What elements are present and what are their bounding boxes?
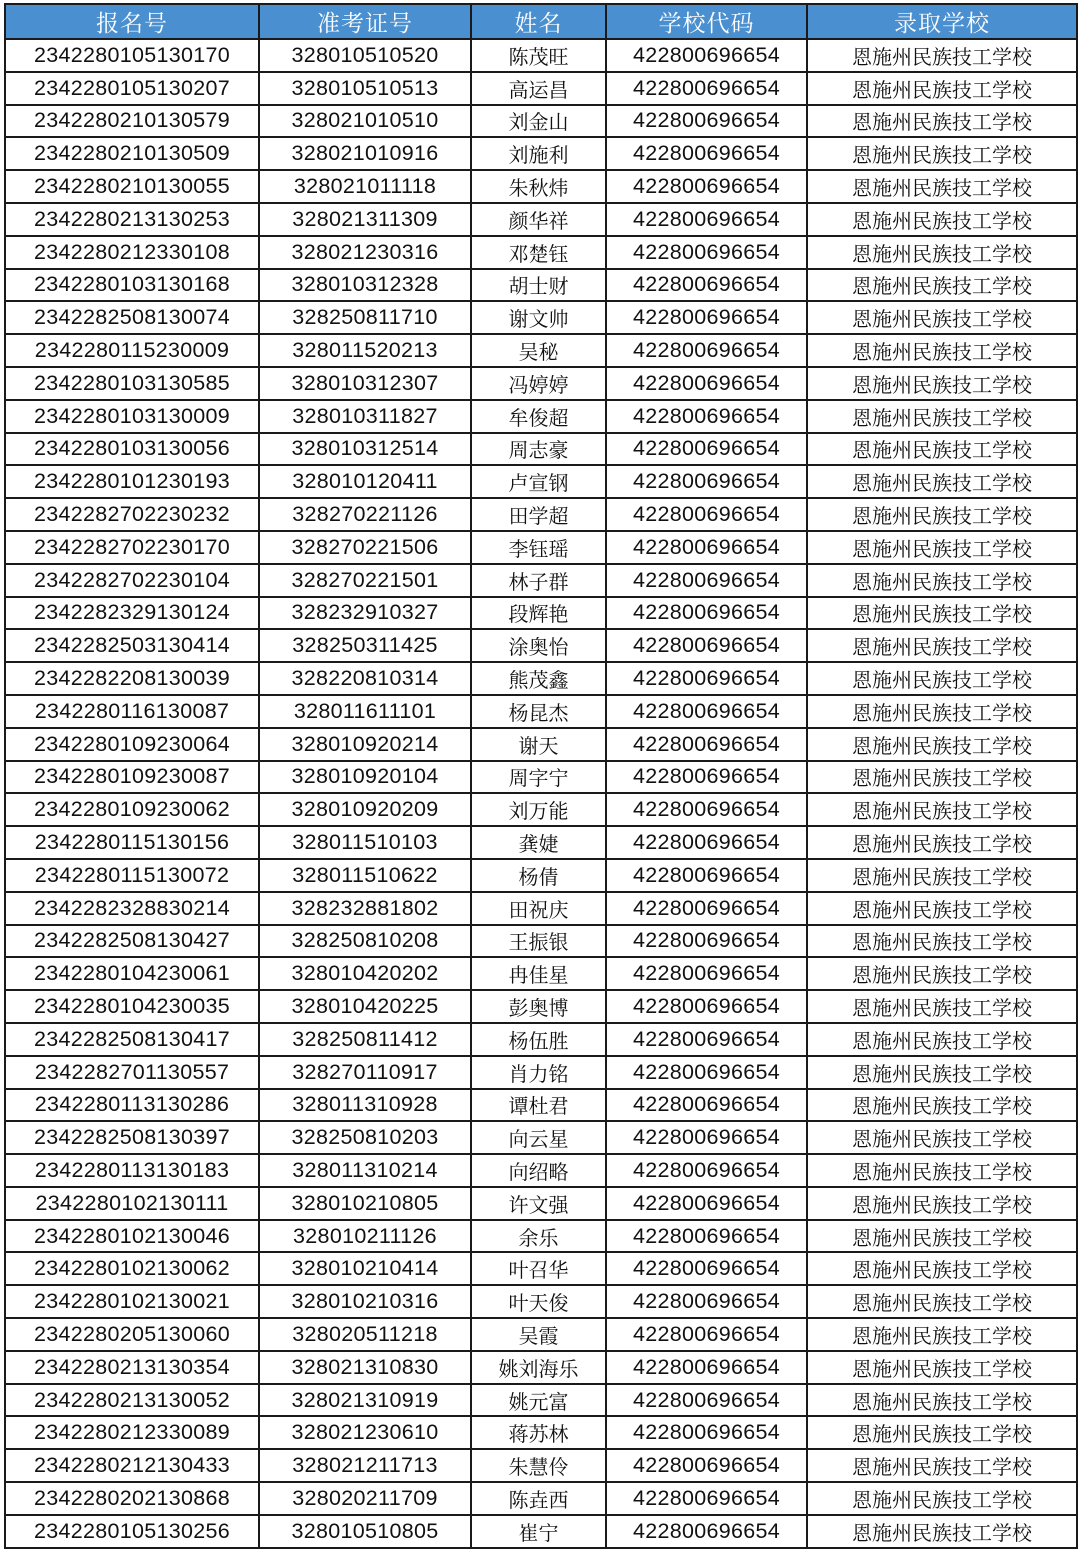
cell-reg-no: 2342280116130087	[5, 695, 259, 728]
cell-reg-no: 2342280210130509	[5, 137, 259, 170]
cell-school-code: 422800696654	[606, 761, 807, 794]
cell-school-code: 422800696654	[606, 1252, 807, 1285]
cell-school-code: 422800696654	[606, 1384, 807, 1417]
cell-school: 恩施州民族技工学校	[807, 236, 1077, 269]
admission-list-sheet	[4, 3, 1076, 1549]
table-row	[5, 105, 1077, 138]
cell-name: 姚刘海乐	[471, 1351, 606, 1384]
table-body	[5, 39, 1077, 1548]
cell-ticket-no: 328010420202	[259, 957, 471, 990]
cell-school-code: 422800696654	[606, 1482, 807, 1515]
cell-reg-no: 2342280212330108	[5, 236, 259, 269]
cell-ticket-no: 328021230610	[259, 1416, 471, 1449]
header-name: 姓名	[471, 4, 606, 39]
cell-name: 余乐	[471, 1220, 606, 1253]
cell-school: 恩施州民族技工学校	[807, 203, 1077, 236]
cell-ticket-no: 328270221501	[259, 564, 471, 597]
table-row	[5, 72, 1077, 105]
cell-name: 王振银	[471, 925, 606, 958]
cell-name: 邓楚钰	[471, 236, 606, 269]
cell-reg-no: 2342282702230232	[5, 498, 259, 531]
cell-ticket-no: 328010211126	[259, 1220, 471, 1253]
cell-ticket-no: 328270110917	[259, 1056, 471, 1089]
table-row	[5, 793, 1077, 826]
cell-school-code: 422800696654	[606, 236, 807, 269]
cell-name: 胡士财	[471, 269, 606, 302]
cell-reg-no: 2342280103130168	[5, 269, 259, 302]
cell-reg-no: 2342280113130183	[5, 1154, 259, 1187]
cell-school: 恩施州民族技工学校	[807, 1416, 1077, 1449]
cell-school-code: 422800696654	[606, 433, 807, 466]
cell-school-code: 422800696654	[606, 400, 807, 433]
cell-school: 恩施州民族技工学校	[807, 793, 1077, 826]
cell-ticket-no: 328010210414	[259, 1252, 471, 1285]
table-row	[5, 957, 1077, 990]
cell-ticket-no: 328232881802	[259, 892, 471, 925]
cell-school: 恩施州民族技工学校	[807, 1285, 1077, 1318]
cell-school-code: 422800696654	[606, 1416, 807, 1449]
cell-ticket-no: 328011310928	[259, 1089, 471, 1122]
cell-reg-no: 2342280115130156	[5, 826, 259, 859]
cell-name: 刘施利	[471, 137, 606, 170]
cell-name: 杨伍胜	[471, 1023, 606, 1056]
cell-reg-no: 2342280213130354	[5, 1351, 259, 1384]
cell-reg-no: 2342280103130009	[5, 400, 259, 433]
cell-school: 恩施州民族技工学校	[807, 301, 1077, 334]
cell-school-code: 422800696654	[606, 170, 807, 203]
cell-school-code: 422800696654	[606, 1154, 807, 1187]
cell-school-code: 422800696654	[606, 137, 807, 170]
cell-reg-no: 2342280102130046	[5, 1220, 259, 1253]
cell-name: 谢文帅	[471, 301, 606, 334]
cell-school-code: 422800696654	[606, 334, 807, 367]
cell-name: 周字宁	[471, 761, 606, 794]
table-row	[5, 498, 1077, 531]
cell-ticket-no: 328010312328	[259, 269, 471, 302]
table-row	[5, 1515, 1077, 1548]
table-row	[5, 367, 1077, 400]
cell-reg-no: 2342280210130055	[5, 170, 259, 203]
cell-name: 冯婷婷	[471, 367, 606, 400]
cell-reg-no: 2342282508130427	[5, 925, 259, 958]
cell-school: 恩施州民族技工学校	[807, 629, 1077, 662]
cell-ticket-no: 328010210805	[259, 1187, 471, 1220]
header-school-code: 学校代码	[606, 4, 807, 39]
cell-name: 朱慧伶	[471, 1449, 606, 1482]
cell-ticket-no: 328021310830	[259, 1351, 471, 1384]
cell-reg-no: 2342280105130256	[5, 1515, 259, 1548]
cell-name: 彭奥博	[471, 990, 606, 1023]
cell-name: 姚元富	[471, 1384, 606, 1417]
header-row	[5, 4, 1077, 39]
table-row	[5, 892, 1077, 925]
cell-school: 恩施州民族技工学校	[807, 1515, 1077, 1548]
cell-ticket-no: 328010312514	[259, 433, 471, 466]
cell-ticket-no: 328011510103	[259, 826, 471, 859]
cell-ticket-no: 328021211713	[259, 1449, 471, 1482]
cell-school-code: 422800696654	[606, 531, 807, 564]
cell-school: 恩施州民族技工学校	[807, 826, 1077, 859]
cell-name: 谢天	[471, 728, 606, 761]
table-row	[5, 1384, 1077, 1417]
table-row	[5, 826, 1077, 859]
cell-name: 朱秋炜	[471, 170, 606, 203]
cell-reg-no: 2342280103130056	[5, 433, 259, 466]
cell-school-code: 422800696654	[606, 1318, 807, 1351]
cell-ticket-no: 328010210316	[259, 1285, 471, 1318]
cell-reg-no: 2342280104230061	[5, 957, 259, 990]
cell-school: 恩施州民族技工学校	[807, 695, 1077, 728]
cell-name: 冉佳星	[471, 957, 606, 990]
cell-name: 刘万能	[471, 793, 606, 826]
table-row	[5, 433, 1077, 466]
cell-school-code: 422800696654	[606, 1056, 807, 1089]
cell-reg-no: 2342282508130074	[5, 301, 259, 334]
cell-ticket-no: 328021311309	[259, 203, 471, 236]
cell-school: 恩施州民族技工学校	[807, 990, 1077, 1023]
cell-school: 恩施州民族技工学校	[807, 137, 1077, 170]
cell-reg-no: 2342280103130585	[5, 367, 259, 400]
cell-name: 涂奥怡	[471, 629, 606, 662]
cell-school: 恩施州民族技工学校	[807, 1121, 1077, 1154]
cell-name: 熊茂鑫	[471, 662, 606, 695]
cell-ticket-no: 328250311425	[259, 629, 471, 662]
cell-school: 恩施州民族技工学校	[807, 1023, 1077, 1056]
cell-ticket-no: 328011611101	[259, 695, 471, 728]
cell-name: 陈垚西	[471, 1482, 606, 1515]
cell-reg-no: 2342282508130417	[5, 1023, 259, 1056]
cell-reg-no: 2342282702230170	[5, 531, 259, 564]
table-row	[5, 1285, 1077, 1318]
cell-school: 恩施州民族技工学校	[807, 1187, 1077, 1220]
cell-ticket-no: 328250810208	[259, 925, 471, 958]
cell-reg-no: 2342282702230104	[5, 564, 259, 597]
cell-ticket-no: 328020511218	[259, 1318, 471, 1351]
table-row	[5, 564, 1077, 597]
cell-school: 恩施州民族技工学校	[807, 72, 1077, 105]
cell-school-code: 422800696654	[606, 728, 807, 761]
table-row	[5, 629, 1077, 662]
cell-school: 恩施州民族技工学校	[807, 1318, 1077, 1351]
cell-reg-no: 2342280212130433	[5, 1449, 259, 1482]
cell-ticket-no: 328010311827	[259, 400, 471, 433]
cell-school: 恩施州民族技工学校	[807, 1482, 1077, 1515]
cell-name: 田祝庆	[471, 892, 606, 925]
table-row	[5, 1482, 1077, 1515]
cell-school: 恩施州民族技工学校	[807, 498, 1077, 531]
cell-school: 恩施州民族技工学校	[807, 531, 1077, 564]
cell-reg-no: 2342282701130557	[5, 1056, 259, 1089]
table-row	[5, 925, 1077, 958]
table-row	[5, 137, 1077, 170]
table-row	[5, 859, 1077, 892]
cell-school: 恩施州民族技工学校	[807, 465, 1077, 498]
table-row	[5, 597, 1077, 630]
cell-ticket-no: 328010920104	[259, 761, 471, 794]
cell-name: 吴秘	[471, 334, 606, 367]
header-ticket-no: 准考证号	[259, 4, 471, 39]
table-row	[5, 400, 1077, 433]
cell-school-code: 422800696654	[606, 793, 807, 826]
cell-name: 杨昆杰	[471, 695, 606, 728]
cell-school: 恩施州民族技工学校	[807, 1089, 1077, 1122]
cell-name: 卢宣钢	[471, 465, 606, 498]
cell-school-code: 422800696654	[606, 269, 807, 302]
cell-name: 蒋苏林	[471, 1416, 606, 1449]
table-row	[5, 236, 1077, 269]
cell-school: 恩施州民族技工学校	[807, 269, 1077, 302]
table-row	[5, 301, 1077, 334]
cell-school: 恩施州民族技工学校	[807, 433, 1077, 466]
cell-school-code: 422800696654	[606, 1351, 807, 1384]
cell-ticket-no: 328010510805	[259, 1515, 471, 1548]
cell-school-code: 422800696654	[606, 957, 807, 990]
table-row	[5, 334, 1077, 367]
table-row	[5, 1416, 1077, 1449]
cell-ticket-no: 328250810203	[259, 1121, 471, 1154]
cell-school-code: 422800696654	[606, 465, 807, 498]
cell-name: 许文强	[471, 1187, 606, 1220]
table-row	[5, 1187, 1077, 1220]
cell-name: 段辉艳	[471, 597, 606, 630]
cell-reg-no: 2342280115130072	[5, 859, 259, 892]
cell-school: 恩施州民族技工学校	[807, 728, 1077, 761]
table-row	[5, 1023, 1077, 1056]
cell-school-code: 422800696654	[606, 859, 807, 892]
cell-school: 恩施州民族技工学校	[807, 1220, 1077, 1253]
cell-ticket-no: 328010510513	[259, 72, 471, 105]
cell-school-code: 422800696654	[606, 1220, 807, 1253]
cell-school-code: 422800696654	[606, 203, 807, 236]
cell-school: 恩施州民族技工学校	[807, 367, 1077, 400]
cell-reg-no: 2342280210130579	[5, 105, 259, 138]
cell-reg-no: 2342280105130170	[5, 39, 259, 72]
cell-school-code: 422800696654	[606, 105, 807, 138]
cell-reg-no: 2342280113130286	[5, 1089, 259, 1122]
cell-school-code: 422800696654	[606, 629, 807, 662]
cell-school: 恩施州民族技工学校	[807, 1351, 1077, 1384]
cell-reg-no: 2342282503130414	[5, 629, 259, 662]
header-reg-no: 报名号	[5, 4, 259, 39]
header-school: 录取学校	[807, 4, 1077, 39]
cell-ticket-no: 328010510520	[259, 39, 471, 72]
cell-ticket-no: 328011310214	[259, 1154, 471, 1187]
cell-school: 恩施州民族技工学校	[807, 1252, 1077, 1285]
cell-school-code: 422800696654	[606, 1187, 807, 1220]
cell-school-code: 422800696654	[606, 72, 807, 105]
cell-name: 牟俊超	[471, 400, 606, 433]
cell-school-code: 422800696654	[606, 564, 807, 597]
cell-school-code: 422800696654	[606, 498, 807, 531]
cell-ticket-no: 328011510622	[259, 859, 471, 892]
table-row	[5, 1056, 1077, 1089]
cell-name: 叶天俊	[471, 1285, 606, 1318]
cell-ticket-no: 328021011118	[259, 170, 471, 203]
cell-school: 恩施州民族技工学校	[807, 334, 1077, 367]
cell-ticket-no: 328010120411	[259, 465, 471, 498]
cell-ticket-no: 328232910327	[259, 597, 471, 630]
cell-reg-no: 2342280213130253	[5, 203, 259, 236]
cell-school-code: 422800696654	[606, 892, 807, 925]
cell-reg-no: 2342280102130111	[5, 1187, 259, 1220]
cell-reg-no: 2342280109230062	[5, 793, 259, 826]
cell-ticket-no: 328020211709	[259, 1482, 471, 1515]
cell-reg-no: 2342280205130060	[5, 1318, 259, 1351]
cell-school-code: 422800696654	[606, 1023, 807, 1056]
cell-ticket-no: 328010420225	[259, 990, 471, 1023]
cell-school-code: 422800696654	[606, 1285, 807, 1318]
cell-reg-no: 2342280109230087	[5, 761, 259, 794]
cell-school-code: 422800696654	[606, 1089, 807, 1122]
table-row	[5, 1318, 1077, 1351]
cell-name: 向云星	[471, 1121, 606, 1154]
cell-name: 肖力铭	[471, 1056, 606, 1089]
cell-school: 恩施州民族技工学校	[807, 761, 1077, 794]
cell-ticket-no: 328220810314	[259, 662, 471, 695]
cell-name: 刘金山	[471, 105, 606, 138]
cell-name: 向绍略	[471, 1154, 606, 1187]
cell-reg-no: 2342282508130397	[5, 1121, 259, 1154]
table-row	[5, 1089, 1077, 1122]
cell-school: 恩施州民族技工学校	[807, 662, 1077, 695]
table-row	[5, 662, 1077, 695]
table-row	[5, 269, 1077, 302]
cell-school-code: 422800696654	[606, 1515, 807, 1548]
table-row	[5, 990, 1077, 1023]
cell-ticket-no: 328270221506	[259, 531, 471, 564]
cell-name: 陈茂旺	[471, 39, 606, 72]
table-row	[5, 728, 1077, 761]
cell-school-code: 422800696654	[606, 597, 807, 630]
cell-name: 杨倩	[471, 859, 606, 892]
table-row	[5, 39, 1077, 72]
cell-ticket-no: 328010920214	[259, 728, 471, 761]
admission-table	[4, 3, 1078, 1549]
table-row	[5, 465, 1077, 498]
cell-school: 恩施州民族技工学校	[807, 1154, 1077, 1187]
cell-reg-no: 2342280105130207	[5, 72, 259, 105]
cell-school-code: 422800696654	[606, 925, 807, 958]
cell-school-code: 422800696654	[606, 826, 807, 859]
table-row	[5, 531, 1077, 564]
cell-school-code: 422800696654	[606, 39, 807, 72]
cell-school-code: 422800696654	[606, 1121, 807, 1154]
cell-name: 李钰瑶	[471, 531, 606, 564]
cell-ticket-no: 328011520213	[259, 334, 471, 367]
table-row	[5, 761, 1077, 794]
cell-school-code: 422800696654	[606, 662, 807, 695]
cell-ticket-no: 328021310919	[259, 1384, 471, 1417]
cell-ticket-no: 328250811412	[259, 1023, 471, 1056]
cell-school-code: 422800696654	[606, 301, 807, 334]
cell-ticket-no: 328021230316	[259, 236, 471, 269]
cell-name: 田学超	[471, 498, 606, 531]
cell-school-code: 422800696654	[606, 367, 807, 400]
cell-name: 崔宁	[471, 1515, 606, 1548]
cell-school: 恩施州民族技工学校	[807, 170, 1077, 203]
cell-name: 谭杜君	[471, 1089, 606, 1122]
table-header	[5, 4, 1077, 39]
table-row	[5, 1449, 1077, 1482]
cell-ticket-no: 328250811710	[259, 301, 471, 334]
cell-school: 恩施州民族技工学校	[807, 564, 1077, 597]
cell-reg-no: 2342280115230009	[5, 334, 259, 367]
cell-school: 恩施州民族技工学校	[807, 597, 1077, 630]
cell-school: 恩施州民族技工学校	[807, 1384, 1077, 1417]
table-row	[5, 1154, 1077, 1187]
cell-reg-no: 2342282329130124	[5, 597, 259, 630]
cell-name: 周志豪	[471, 433, 606, 466]
cell-name: 吴霞	[471, 1318, 606, 1351]
cell-reg-no: 2342280104230035	[5, 990, 259, 1023]
table-row	[5, 203, 1077, 236]
table-row	[5, 1252, 1077, 1285]
cell-reg-no: 2342280102130062	[5, 1252, 259, 1285]
table-row	[5, 1351, 1077, 1384]
cell-reg-no: 2342280102130021	[5, 1285, 259, 1318]
table-row	[5, 1220, 1077, 1253]
cell-school: 恩施州民族技工学校	[807, 892, 1077, 925]
cell-name: 龚婕	[471, 826, 606, 859]
cell-school: 恩施州民族技工学校	[807, 1056, 1077, 1089]
cell-school-code: 422800696654	[606, 1449, 807, 1482]
cell-school: 恩施州民族技工学校	[807, 925, 1077, 958]
cell-name: 颜华祥	[471, 203, 606, 236]
cell-reg-no: 2342282328830214	[5, 892, 259, 925]
cell-name: 高运昌	[471, 72, 606, 105]
cell-school: 恩施州民族技工学校	[807, 105, 1077, 138]
cell-ticket-no: 328010312307	[259, 367, 471, 400]
cell-school: 恩施州民族技工学校	[807, 1449, 1077, 1482]
cell-name: 叶召华	[471, 1252, 606, 1285]
cell-ticket-no: 328270221126	[259, 498, 471, 531]
cell-ticket-no: 328021010510	[259, 105, 471, 138]
cell-ticket-no: 328010920209	[259, 793, 471, 826]
cell-reg-no: 2342280109230064	[5, 728, 259, 761]
cell-school-code: 422800696654	[606, 695, 807, 728]
table-row	[5, 170, 1077, 203]
cell-school: 恩施州民族技工学校	[807, 39, 1077, 72]
cell-name: 林子群	[471, 564, 606, 597]
cell-reg-no: 2342280202130868	[5, 1482, 259, 1515]
table-row	[5, 695, 1077, 728]
cell-school-code: 422800696654	[606, 990, 807, 1023]
cell-reg-no: 2342280101230193	[5, 465, 259, 498]
cell-reg-no: 2342280212330089	[5, 1416, 259, 1449]
cell-reg-no: 2342282208130039	[5, 662, 259, 695]
cell-reg-no: 2342280213130052	[5, 1384, 259, 1417]
cell-school: 恩施州民族技工学校	[807, 859, 1077, 892]
cell-ticket-no: 328021010916	[259, 137, 471, 170]
cell-school: 恩施州民族技工学校	[807, 400, 1077, 433]
table-row	[5, 1121, 1077, 1154]
cell-school: 恩施州民族技工学校	[807, 957, 1077, 990]
